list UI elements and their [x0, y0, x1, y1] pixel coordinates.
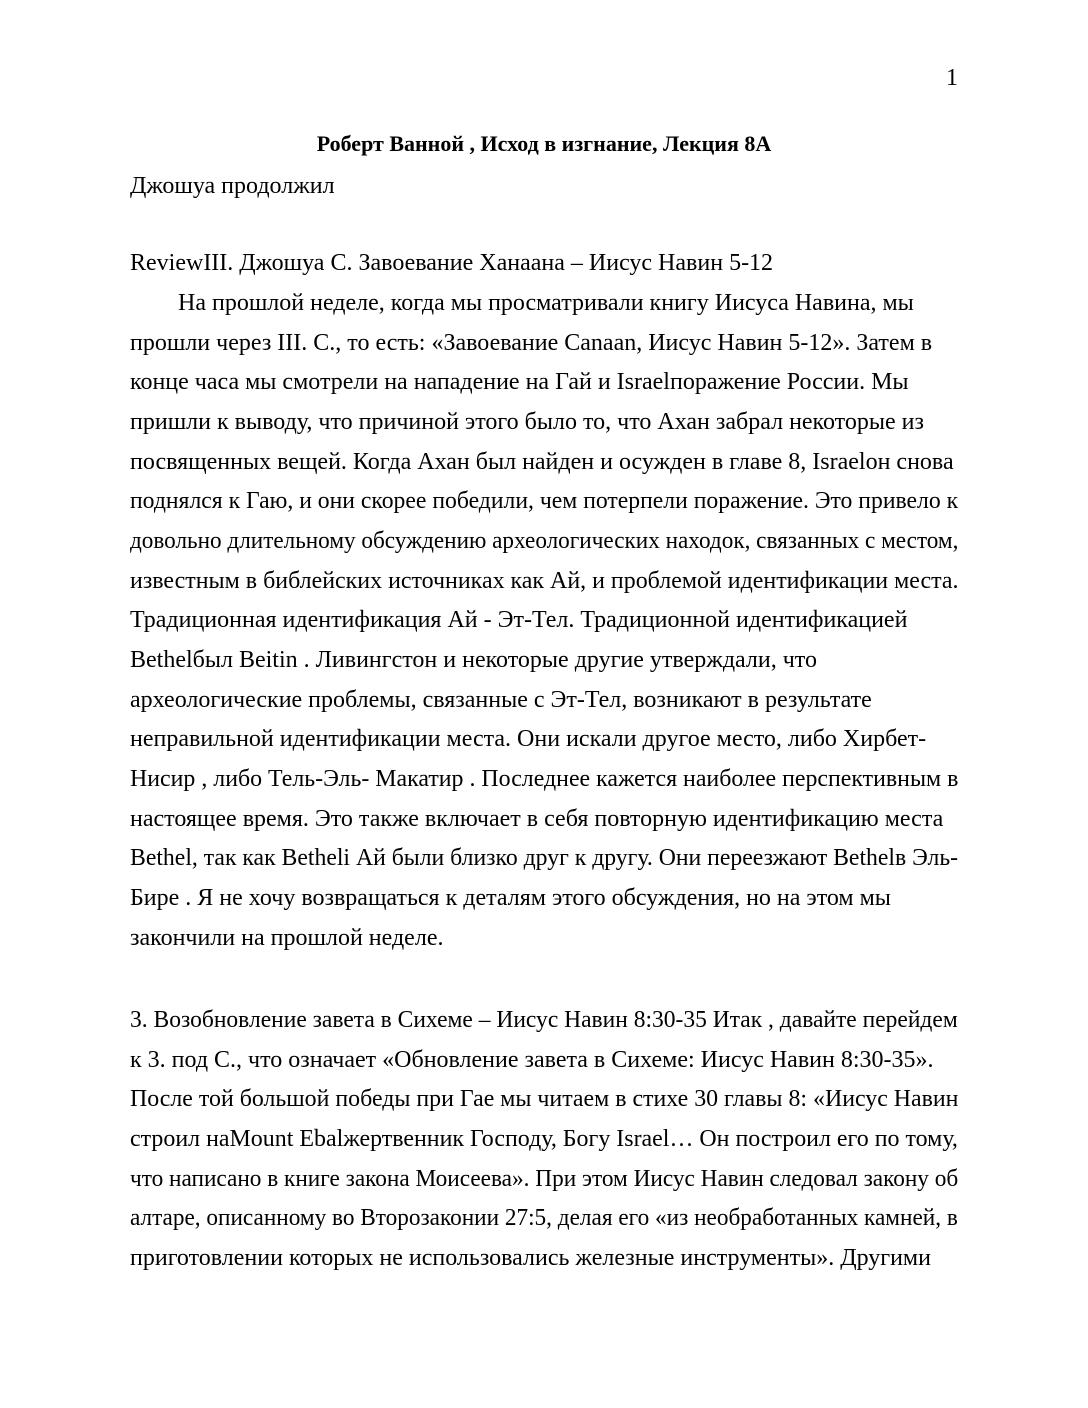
- paragraph-line: поднялся к Гаю, и они скорее победили, чем потерпели поражение. Это привело к: [130, 488, 959, 514]
- paragraph-line: археологические проблемы, связанные с Эт-Тел, возникают в результате: [130, 687, 872, 713]
- paragraph-line: прошли через III. С., то есть: «Завоевание Canaan, Иисус Навин 5-12». Затем в: [130, 330, 933, 356]
- paragraph-line: известным в библейских источниках как Ай, и проблемой идентификации места.: [130, 568, 959, 594]
- paragraph-line: неправильной идентификации места. Они искали другое место, либо Хирбет-: [130, 726, 927, 752]
- paragraph-line: довольно длительному обсуждению археологических находок, связанных с местом,: [130, 528, 959, 554]
- paragraph-line: пришли к выводу, что причиной этого было то, что Ахан забрал некоторые из: [130, 409, 924, 435]
- paragraph-line: к 3. под С., что означает «Обновление завета в Сихеме: Иисус Навин 8:30-35».: [130, 1047, 934, 1073]
- paragraph-line: строил наMount Ebalжертвенник Господу, Богу Israel… Он построил его по тому,: [130, 1126, 958, 1152]
- paragraph-line: посвященных вещей. Когда Ахан был найден и осужден в главе 8, Israelон снова: [130, 449, 954, 475]
- paragraph-line: конце часа мы смотрели на нападение на Гай и Israelпоражение России. Мы: [130, 369, 909, 395]
- subtitle: Джошуа продолжил: [130, 173, 335, 199]
- section-heading: ReviewIII. Джошуа С. Завоевание Ханаана – Иисус Навин 5-12: [130, 250, 774, 276]
- paragraph-line: что написано в книге закона Моисеева». При этом Иисус Навин следовал закону об: [130, 1166, 959, 1192]
- paragraph-line: алтаре, описанному во Второзаконии 27:5, делая его «из необработанных камней, в: [130, 1205, 958, 1231]
- paragraph-line: Бире . Я не хочу возвращаться к деталям этого обсуждения, но на этом мы: [130, 885, 891, 911]
- paragraph-line: Bethel, так как Betheli Ай были близко друг к другу. Они переезжают Bethelв Эль-: [130, 845, 959, 871]
- paragraph-line: приготовлении которых не использовались железные инструменты». Другими: [130, 1245, 931, 1271]
- paragraph-line: настоящее время. Это также включает в себя повторную идентификацию места: [130, 806, 944, 832]
- paragraph-line: На прошлой неделе, когда мы просматривали книгу Иисуса Навина, мы: [178, 290, 914, 316]
- paragraph-line: После той большой победы при Гае мы читаем в стихе 30 главы 8: «Иисус Навин: [130, 1086, 959, 1112]
- page-number: 1: [946, 65, 958, 91]
- paragraph-line: Традиционная идентификация Ай - Эт-Тел. Традиционной идентификацией: [130, 607, 908, 633]
- paragraph-line: Bethelбыл Beitin . Ливингстон и некоторые другие утверждали, что: [130, 647, 817, 673]
- paragraph-line: закончили на прошлой неделе.: [130, 925, 444, 951]
- paragraph-line: Нисир , либо Тель-Эль- Макатир . Последнее кажется наиболее перспективным в: [130, 766, 959, 792]
- paragraph-line: 3. Возобновление завета в Сихеме – Иисус Навин 8:30-35 Итак , давайте перейдем: [130, 1007, 958, 1033]
- document-title: Роберт Ванной , Исход в изгнание, Лекция 8А: [316, 131, 772, 156]
